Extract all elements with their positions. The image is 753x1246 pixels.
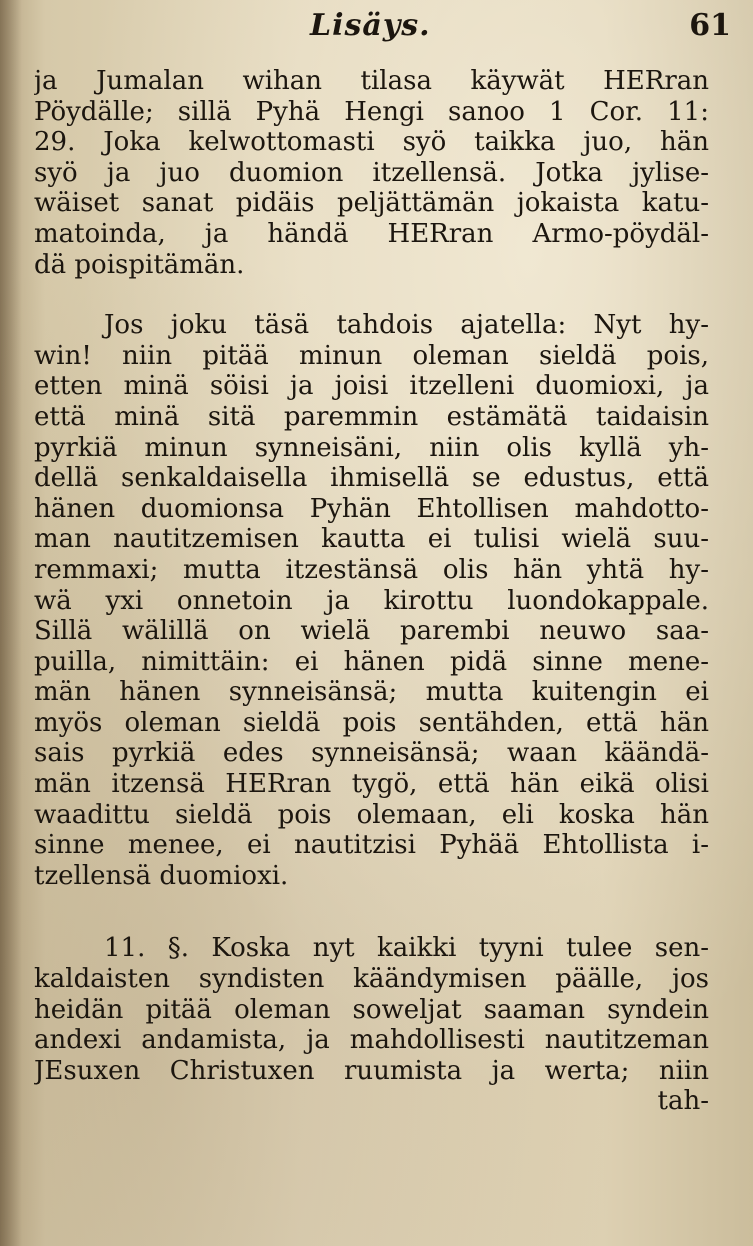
paragraph-gap — [34, 891, 709, 933]
text-line: man nautitzemisen kautta ei tulisi wielä suu- — [34, 524, 709, 555]
text-line: Sillä wälillä on wielä parembi neuwo saa- — [34, 616, 709, 647]
text-line: hänen duomionsa Pyhän Ehtollisen mahdotto- — [34, 493, 709, 524]
catchword: tah- — [657, 1086, 709, 1117]
text-line: win! niin pitää minun oleman sieldä pois, — [34, 340, 709, 371]
page-number: 61 — [689, 8, 731, 43]
text-line: 11. §. Koska nyt kaikki tyyni tulee sen- — [104, 933, 709, 964]
text-line: syö ja juo duomion itzellensä. Jotka jylise- — [34, 157, 709, 188]
text-line: Pöydälle; sillä Pyhä Hengi sanoo 1 Cor. 11: — [34, 96, 709, 127]
running-head: Lisäys. — [310, 8, 431, 43]
paragraph-gap — [34, 280, 709, 310]
text-line: waadittu sieldä pois olemaan, eli koska hän — [34, 799, 709, 830]
text-line: sais pyrkiä edes synneisänsä; waan käändä- — [34, 738, 709, 769]
text-line: matoinda, ja händä HERran Armo-pöydäl- — [34, 218, 709, 249]
text-line: ja Jumalan wihan tilasa käywät HERran — [34, 66, 709, 96]
text-line: Jos joku täsä tahdois ajatella: Nyt hy- — [104, 310, 709, 341]
text-line: pyrkiä minun synneisäni, niin olis kyllä yh- — [34, 432, 709, 463]
text-line: kaldaisten syndisten käändymisen päälle, jos — [34, 964, 709, 995]
paragraph — [34, 933, 709, 1117]
text-line: 29. Joka kelwottomasti syö taikka juo, hän — [34, 127, 709, 158]
gutter-shadow — [0, 0, 22, 1246]
text-line: myös oleman sieldä pois sentähden, että hän — [34, 707, 709, 738]
text-line: dellä senkaldaisella ihmisellä se edustus, että — [34, 463, 709, 494]
text-line: JEsuxen Christuxen ruumista ja werta; niin — [34, 1055, 709, 1086]
text-line: wä yxi onnetoin ja kirottu luondokappale. — [34, 585, 709, 616]
text-line: wäiset sanat pidäis peljättämän jokaista katu- — [34, 188, 709, 219]
text-line: andexi andamista, ja mahdollisesti nautitzeman — [34, 1025, 709, 1056]
text-line: dä poispitämän. — [34, 249, 245, 280]
page-header — [0, 8, 753, 56]
paragraph — [34, 310, 709, 891]
text-line: män hänen synneisänsä; mutta kuitengin ei — [34, 677, 709, 708]
paragraph — [34, 66, 709, 280]
text-line: män itzensä HERran tygö, että hän eikä olisi — [34, 769, 709, 800]
body-text — [34, 66, 709, 1117]
text-line: tzellensä duomioxi. — [34, 860, 289, 891]
text-line: heidän pitää oleman soweljat saaman syndein — [34, 994, 709, 1025]
text-line: että minä sitä paremmin estämätä taidaisin — [34, 401, 709, 432]
text-line: sinne menee, ei nautitzisi Pyhää Ehtollista i- — [34, 830, 709, 861]
text-line: remmaxi; mutta itzestänsä olis hän yhtä hy- — [34, 554, 709, 585]
text-line: puilla, nimittäin: ei hänen pidä sinne mene- — [34, 646, 709, 677]
text-line: etten minä söisi ja joisi itzelleni duomioxi, ja — [34, 371, 709, 402]
